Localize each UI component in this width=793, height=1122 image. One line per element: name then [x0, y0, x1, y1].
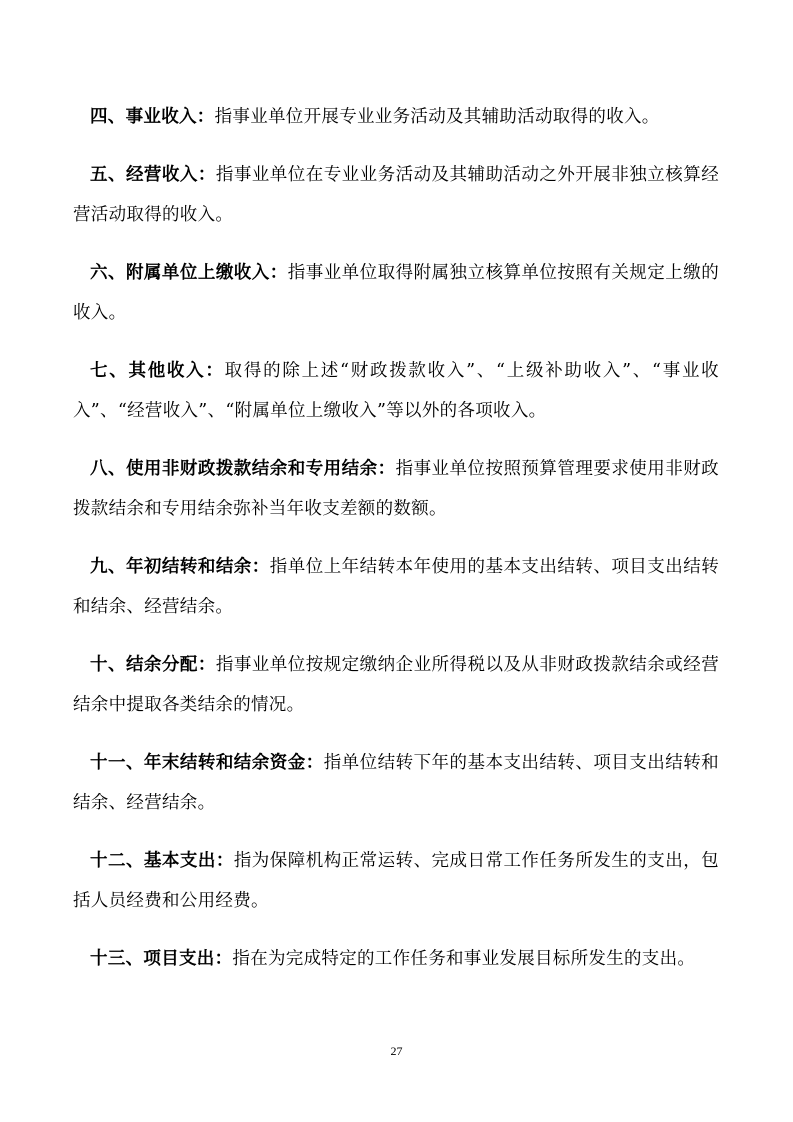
- definition-term: 八、使用非财政拨款结余和专用结余：: [90, 459, 396, 479]
- definition-paragraph: [73, 97, 719, 137]
- definition-paragraph: [73, 351, 719, 431]
- definition-term: 九、年初结转和结余：: [90, 557, 270, 577]
- definition-term: 七、其他收入：: [90, 361, 225, 381]
- definition-text: 指单位上年结转本年使用的基本支出结转、项目支出结转和结余、经营结余。: [73, 557, 719, 617]
- definition-text: 指事业单位取得附属独立核算单位按照有关规定上缴的收入。: [73, 263, 719, 323]
- definition-term: 五、经营收入：: [90, 165, 216, 185]
- definition-term: 十一、年末结转和结余资金：: [90, 753, 324, 773]
- definition-paragraph: [73, 253, 719, 333]
- definition-term: 十、结余分配：: [90, 655, 216, 675]
- definition-text: 指单位结转下年的基本支出结转、项目支出结转和结余、经营结余。: [73, 753, 719, 813]
- definition-text: 指事业单位开展专业业务活动及其辅助活动取得的收入。: [214, 107, 660, 127]
- definition-paragraph: [73, 841, 719, 921]
- definition-paragraph: [73, 939, 719, 979]
- definition-text: 指为保障机构正常运转、完成日常工作任务所发生的支出，包括人员经费和公用经费。: [73, 851, 719, 911]
- definition-paragraph: [73, 743, 719, 823]
- definition-text: 指事业单位按规定缴纳企业所得税以及从非财政拨款结余或经营结余中提取各类结余的情况。: [73, 655, 719, 715]
- definition-text: 取得的除上述“财政拨款收入”、“上级补助收入”、“事业收入”、“经营收入”、“附属单位上缴收入”等以外的各项收入。: [73, 361, 719, 421]
- definition-text: 指事业单位在专业业务活动及其辅助活动之外开展非独立核算经营活动取得的收入。: [73, 165, 719, 225]
- definition-term: 十三、项目支出：: [90, 949, 233, 969]
- definition-term: 十二、基本支出：: [90, 851, 234, 871]
- definition-paragraph: [73, 547, 719, 627]
- definition-paragraph: [73, 155, 719, 235]
- definition-term: 六、附属单位上缴收入：: [90, 263, 288, 283]
- definition-text: 指在为完成特定的工作任务和事业发展目标所发生的支出。: [232, 949, 696, 969]
- document-body: [73, 97, 719, 997]
- definition-paragraph: [73, 645, 719, 725]
- page-number: 27: [390, 1044, 403, 1058]
- definition-term: 四、事业收入：: [90, 107, 215, 127]
- definition-text: 指事业单位按照预算管理要求使用非财政拨款结余和专用结余弥补当年收支差额的数额。: [73, 459, 719, 519]
- definition-paragraph: [73, 449, 719, 529]
